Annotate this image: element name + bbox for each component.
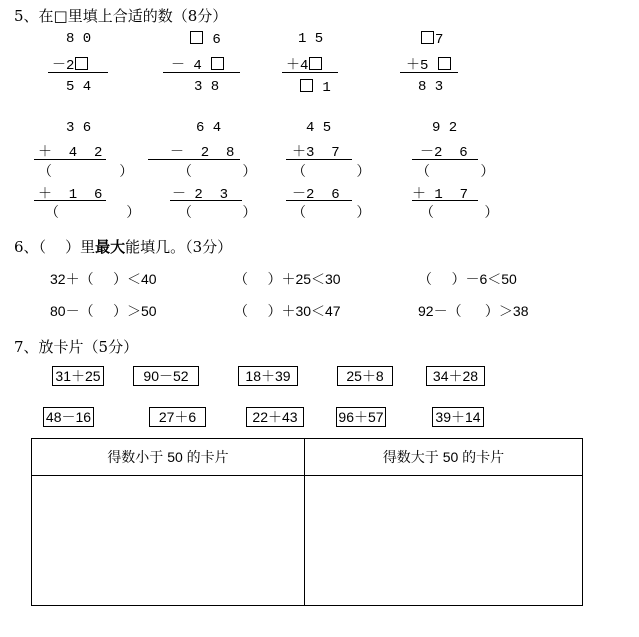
q5-p7-top: 4 5	[306, 120, 332, 136]
q5-p2-result: 3 8	[194, 79, 220, 95]
answer-box[interactable]	[300, 79, 313, 92]
q5-p4-op: ＋5	[406, 54, 452, 74]
answer-box[interactable]	[190, 31, 203, 44]
q5-p8-mid[interactable]: （ ）	[416, 165, 495, 181]
q6-item-1[interactable]: 32＋（ ）＜40	[50, 271, 157, 287]
q5-p3-result: 1	[299, 79, 331, 96]
q5-p8-res[interactable]: （ ）	[420, 206, 499, 222]
q5-p3-top: 1 5	[298, 31, 324, 47]
q5-p4-top: 7	[420, 31, 443, 48]
drop-zone-greater-than-50[interactable]	[305, 476, 583, 606]
answer-box[interactable]	[309, 57, 322, 70]
q5-p6-op1: － 2 8	[170, 145, 235, 161]
q5-p8-op1: －2 6	[420, 145, 468, 161]
q5-p6-op2: － 2 3	[172, 187, 229, 203]
card[interactable]: 18＋39	[238, 366, 298, 386]
q5-p1-top: 8 0	[66, 31, 92, 47]
q5-p1-op: －2	[52, 54, 89, 74]
drop-zone-less-than-50[interactable]	[32, 476, 305, 606]
q5-p3-op: ＋4	[286, 54, 323, 74]
header-less-than-50: 得数小于 50 的卡片	[32, 439, 305, 476]
q5-p2-top: 6	[189, 31, 221, 48]
sorting-table	[31, 438, 583, 606]
q6-item-4[interactable]: 80－（ ）＞50	[50, 303, 157, 319]
card[interactable]: 27＋6	[149, 407, 206, 427]
card[interactable]: 48－16	[43, 407, 94, 427]
q5-p5-op1: ＋ 4 2	[38, 145, 103, 161]
q5-p7-res[interactable]: （ ）	[292, 206, 371, 222]
q5-p5-top: 3 6	[66, 120, 92, 136]
header-greater-than-50: 得数大于 50 的卡片	[305, 439, 583, 476]
q5-p6-mid[interactable]: （ ）	[178, 165, 257, 181]
answer-box[interactable]	[421, 31, 434, 44]
q5-p5-mid[interactable]: （ ）	[38, 165, 134, 181]
card[interactable]: 34＋28	[426, 366, 485, 386]
q5-p7-op1: ＋3 7	[292, 145, 340, 161]
answer-box[interactable]	[438, 57, 451, 70]
q6-item-6[interactable]: 92－（ ）＞38	[418, 303, 529, 319]
card[interactable]: 90－52	[133, 366, 199, 386]
q6-title: 6、（ ）里最大能填几。（3分）	[14, 238, 233, 256]
card[interactable]: 96＋57	[336, 407, 386, 427]
card[interactable]: 25＋8	[337, 366, 393, 386]
q5-p5-res[interactable]: （ ）	[45, 206, 141, 222]
q5-title: 5、在□里填上合适的数（8分）	[14, 7, 228, 25]
q5-p2-op: － 4	[171, 54, 225, 74]
q5-p7-mid[interactable]: （ ）	[292, 165, 371, 181]
card[interactable]: 22＋43	[246, 407, 304, 427]
answer-box[interactable]	[211, 57, 224, 70]
q5-p8-top: 9 2	[432, 120, 458, 136]
q5-p4-result: 8 3	[418, 79, 444, 95]
q5-p6-top: 6 4	[196, 120, 222, 136]
q5-p6-res[interactable]: （ ）	[178, 206, 257, 222]
q5-p7-op2: －2 6	[292, 187, 340, 203]
answer-box[interactable]	[75, 57, 88, 70]
q6-item-3[interactable]: （ ）－6＜50	[418, 271, 517, 287]
q5-p8-op2: ＋ 1 7	[412, 187, 469, 203]
q5-p1-result: 5 4	[66, 79, 92, 95]
q6-item-5[interactable]: （ ）＋30＜47	[234, 303, 341, 319]
q5-p5-op2: ＋ 1 6	[38, 187, 103, 203]
card[interactable]: 31＋25	[52, 366, 104, 386]
q7-title: 7、放卡片（5分）	[14, 338, 139, 356]
card[interactable]: 39＋14	[432, 407, 484, 427]
q6-item-2[interactable]: （ ）＋25＜30	[234, 271, 341, 287]
